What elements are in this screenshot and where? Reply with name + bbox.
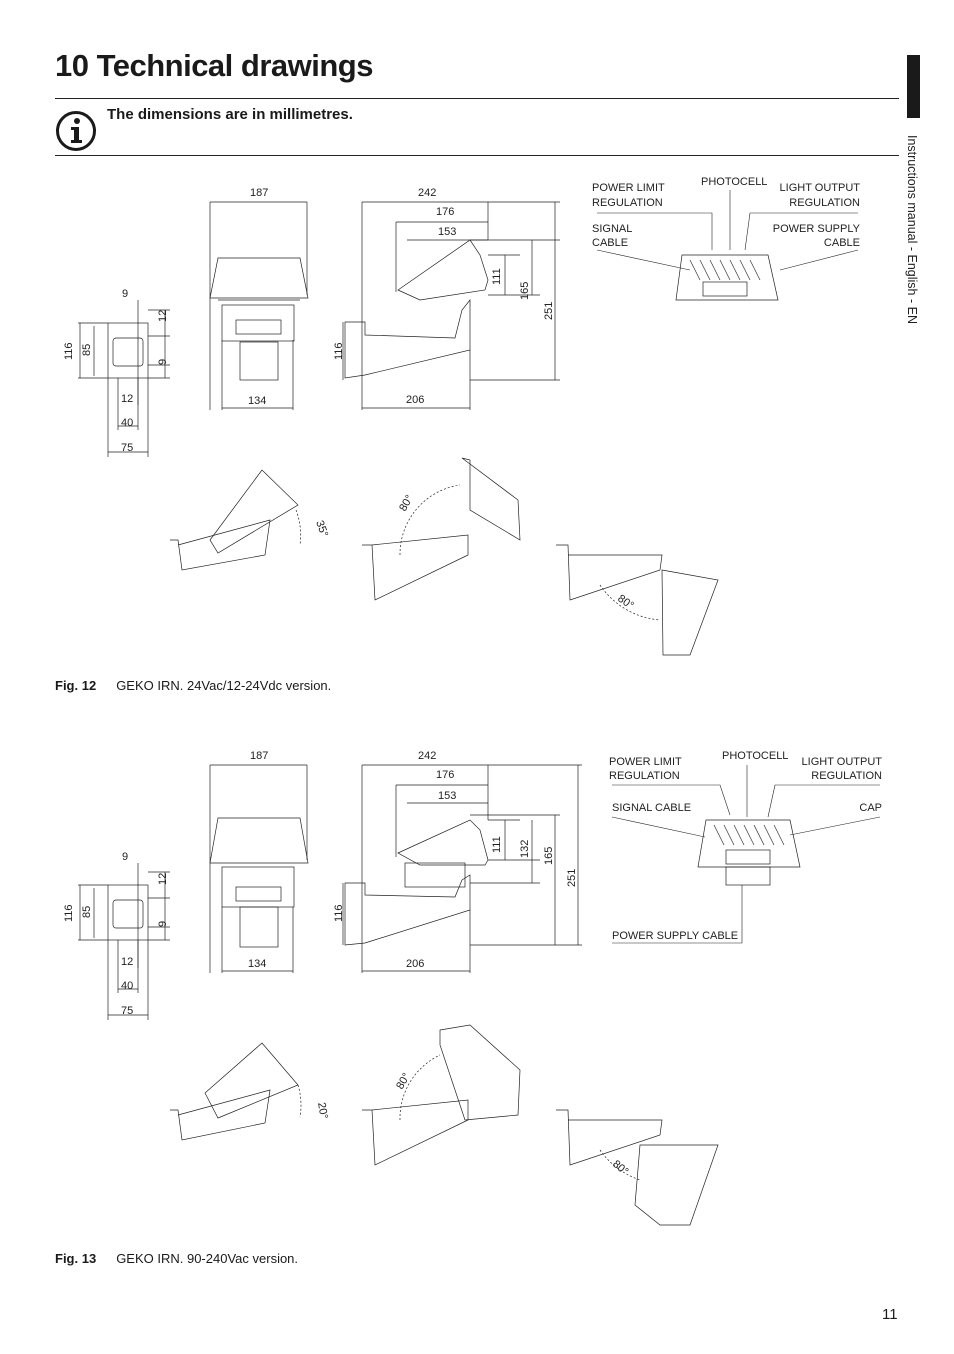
dim2-111: 111 <box>491 836 503 853</box>
note-rule <box>55 155 899 156</box>
dim2-153: 153 <box>438 790 457 802</box>
fig12-side-bracket <box>345 300 470 378</box>
fig13-front-housing <box>210 818 308 863</box>
label2-light-output: LIGHT OUTPUT <box>801 756 882 768</box>
dim2-12b: 12 <box>121 956 134 968</box>
units-note: The dimensions are in millimetres. <box>107 106 353 123</box>
fig13-side-housing <box>398 820 488 865</box>
dim-187: 187 <box>250 187 269 199</box>
dim-111: 111 <box>491 268 503 285</box>
dim-153: 153 <box>438 226 457 238</box>
label2-light-output-2: REGULATION <box>811 770 882 782</box>
label2-signal: SIGNAL CABLE <box>612 802 692 814</box>
fig13-label: Fig. 13 <box>55 1251 97 1266</box>
fig12-caption <box>55 678 331 693</box>
label-power-limit: POWER LIMIT <box>592 182 665 194</box>
fig13-caption <box>55 1251 298 1266</box>
label-light-output-2: REGULATION <box>789 197 860 209</box>
fig13-detail-housing <box>698 820 800 867</box>
angle-20: 20° <box>315 1101 330 1120</box>
dim2-12: 12 <box>157 872 169 885</box>
dim-206: 206 <box>406 394 425 406</box>
angle-80b: 80° <box>615 592 636 613</box>
dim2-251: 251 <box>566 868 578 887</box>
angle2-80a: 80° <box>394 1071 413 1092</box>
angle-80a: 80° <box>397 493 416 514</box>
dim2-116-side: 116 <box>333 904 345 922</box>
angle2-80b: 80° <box>610 1158 631 1178</box>
dim2-9: 9 <box>122 851 129 863</box>
fig13-tilt-20 <box>205 1043 298 1118</box>
dim-242: 242 <box>418 187 437 199</box>
fig13-text: GEKO IRN. 90-240Vac version. <box>116 1251 299 1266</box>
dim-75: 75 <box>121 442 134 454</box>
label2-power-supply: POWER SUPPLY CABLE <box>612 930 739 942</box>
dim-116-side: 116 <box>333 342 345 360</box>
label-power-supply: POWER SUPPLY <box>772 223 860 235</box>
label-power-supply-2: CABLE <box>823 237 860 249</box>
dim-176: 176 <box>436 206 455 218</box>
fig12-bracket-plate <box>108 323 148 378</box>
fig13-side-bracket <box>345 875 470 945</box>
fig12-front-housing <box>210 258 308 298</box>
dim-251: 251 <box>543 301 555 320</box>
label-light-output: LIGHT OUTPUT <box>779 182 860 194</box>
fig13-tilt-80a <box>440 1025 520 1120</box>
label-signal-2: CABLE <box>592 237 629 249</box>
dim2-206: 206 <box>406 958 425 970</box>
label2-power-limit-2: REGULATION <box>609 770 680 782</box>
dim2-116: 116 <box>63 904 75 922</box>
page-title: 10 Technical drawings <box>55 48 373 83</box>
dim-12: 12 <box>157 309 169 322</box>
label2-power-limit: POWER LIMIT <box>609 756 682 768</box>
dim2-134: 134 <box>248 958 267 970</box>
dim2-75: 75 <box>121 1005 134 1017</box>
dim2-40: 40 <box>121 980 134 992</box>
dim-9b: 9 <box>157 358 169 365</box>
label-signal: SIGNAL <box>592 223 633 235</box>
label2-cap: CAP <box>859 802 882 814</box>
dim-9: 9 <box>122 288 129 300</box>
dim2-176: 176 <box>436 769 455 781</box>
fig12-tilt-80a <box>462 458 520 540</box>
dim-40: 40 <box>121 417 134 429</box>
fig13-bracket-plate <box>108 885 148 940</box>
fig12-tilt-35 <box>210 470 298 553</box>
fig12-tilt-80b <box>662 570 718 655</box>
label2-photocell: PHOTOCELL <box>722 750 789 762</box>
info-icon <box>55 110 97 157</box>
dim2-9b: 9 <box>157 920 169 927</box>
dim2-187: 187 <box>250 750 269 762</box>
section-tab <box>907 55 920 118</box>
dim-12b: 12 <box>121 393 134 405</box>
angle-35: 35° <box>313 518 331 539</box>
title-rule <box>55 98 899 99</box>
dim2-85: 85 <box>81 905 93 918</box>
label-power-limit-2: REGULATION <box>592 197 663 209</box>
fig12-side-housing <box>398 240 488 300</box>
dim2-242: 242 <box>418 750 437 762</box>
dim-116: 116 <box>63 342 75 360</box>
fig13-drawing <box>0 725 954 1245</box>
fig13-tilt-80b <box>635 1145 718 1225</box>
page-number: 11 <box>882 1306 898 1323</box>
fig12-text: GEKO IRN. 24Vac/12-24Vdc version. <box>116 678 332 693</box>
label-photocell: PHOTOCELL <box>701 176 768 188</box>
dim2-132: 132 <box>519 839 531 858</box>
dim-165: 165 <box>519 281 531 300</box>
dim-85: 85 <box>81 343 93 356</box>
fig12-drawing <box>0 160 954 670</box>
dim-134: 134 <box>248 395 267 407</box>
dim2-165: 165 <box>543 846 555 865</box>
side-label: Instructions manual - English - EN <box>905 135 919 324</box>
fig12-label: Fig. 12 <box>55 678 97 693</box>
